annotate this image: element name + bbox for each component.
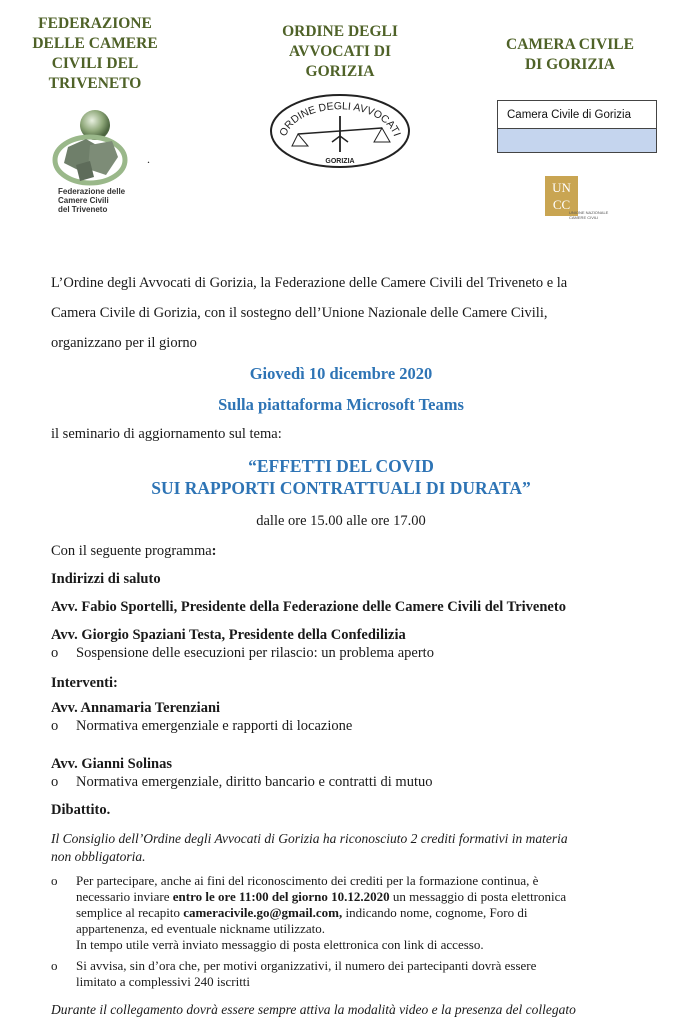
contact-email: cameracivile.go@gmail.com, bbox=[183, 905, 343, 920]
scales-seal-icon bbox=[268, 92, 412, 170]
uncc-caption: CAMERE CIVILI bbox=[569, 215, 599, 220]
topic-solinas: o Normativa emergenziale, diritto bancario e contratti di mutuo bbox=[51, 774, 433, 790]
event-platform: Sulla piattaforma Microsoft Teams bbox=[218, 395, 464, 414]
info-limit: o Si avvisa, sin d’ora che, per motivi organizzativi, il numero dei partecipanti dovrà essere limitato a complessivi 240 iscritti bbox=[51, 958, 537, 989]
uncc-logo bbox=[545, 176, 609, 226]
federazione-logo bbox=[50, 105, 150, 223]
camera-civile-box-fill bbox=[498, 128, 656, 152]
speaker-terenziani: Avv. Annamaria Terenziani bbox=[51, 700, 221, 716]
ordine-seal-city: GORIZIA bbox=[325, 158, 355, 165]
bullet-icon: o bbox=[51, 718, 59, 734]
federazione-title: FEDERAZIONE DELLE CAMERE CIVILI DEL TRIVENETO bbox=[32, 15, 158, 92]
uncc-emblem-top: UN bbox=[552, 180, 571, 195]
topic-terenziani: o Normativa emergenziale e rapporti di locazione bbox=[51, 718, 353, 734]
info-participation: o Per partecipare, anche ai fini del riconoscimento dei crediti per la formazione continua, è necessario inviare entro le ore 11:00 del giorno 10.12.2020 un messaggio di posta elettronica semplice al recapito cameracivile.go@gmail.com, indicando nome, cognome, Foro di appartenenza, ed eventuale nickname utilizzato. In tempo utile verrà inviato messaggio di posta elettronica con link di accesso. bbox=[51, 873, 567, 952]
interventi-heading: Interventi: bbox=[51, 675, 118, 691]
seminar-title: “EFFETTI DEL COVID SUI RAPPORTI CONTRATTUALI DI DURATA” bbox=[151, 456, 531, 498]
speaker-sportelli: Avv. Fabio Sportelli, Presidente della Federazione delle Camere Civili del Triveneto bbox=[51, 599, 566, 615]
camera-civile-title: CAMERA CIVILE DI GORIZIA bbox=[506, 36, 634, 73]
bullet-icon: o bbox=[51, 774, 59, 790]
speaker-spaziani: Avv. Giorgio Spaziani Testa, Presidente della Confedilizia bbox=[51, 627, 406, 643]
credits-note: Il Consiglio dell’Ordine degli Avvocati di Gorizia ha riconosciuto 2 crediti formativi in materia non obbligatoria. bbox=[51, 831, 568, 864]
dot-mark: . bbox=[147, 152, 150, 166]
bullet-icon: o bbox=[51, 873, 58, 888]
deadline: entro le ore 11:00 del giorno 10.12.2020 bbox=[172, 889, 390, 904]
camera-civile-box bbox=[497, 100, 657, 153]
dibattito-heading: Dibattito. bbox=[51, 802, 111, 818]
ordine-title: ORDINE DEGLI AVVOCATI DI GORIZIA bbox=[282, 23, 398, 80]
program-intro: Con il seguente programma: bbox=[51, 543, 217, 559]
intro-paragraph: L’Ordine degli Avvocati di Gorizia, la Federazione delle Camere Civili del Triveneto e la Camera Civile di Gorizia, con il sostegno dell’Unione Nazionale delle Camere Civili, organizzano per il giorno bbox=[51, 275, 568, 351]
bullet-icon: o bbox=[51, 645, 59, 661]
time-range: dalle ore 15.00 alle ore 17.00 bbox=[256, 513, 426, 529]
topic-spaziani: o Sospensione delle esecuzioni per rilascio: un problema aperto bbox=[51, 645, 434, 661]
federazione-logo-line: del Triveneto bbox=[58, 205, 108, 214]
ordine-logo bbox=[268, 92, 412, 170]
federazione-logo-line: Federazione delle bbox=[58, 187, 126, 196]
federazione-logo-line: Camere Civili bbox=[58, 196, 109, 205]
speaker-solinas: Avv. Gianni Solinas bbox=[51, 756, 173, 772]
closing-note: Durante il collegamento dovrà essere sempre attiva la modalità video e la presenza del collegato bbox=[51, 1002, 576, 1017]
seminar-intro: il seminario di aggiornamento sul tema: bbox=[51, 426, 282, 442]
event-date: Giovedì 10 dicembre 2020 bbox=[249, 364, 433, 383]
uncc-emblem-bottom: CC bbox=[552, 197, 571, 212]
saluti-heading: Indirizzi di saluto bbox=[51, 571, 161, 587]
uncc-caption: UNIONE NAZIONALE bbox=[569, 210, 609, 215]
bullet-icon: o bbox=[51, 958, 58, 973]
ordine-seal-arc-text: ORDINE DEGLI AVVOCATI bbox=[277, 100, 403, 139]
camera-civile-box-label: Camera Civile di Gorizia bbox=[498, 101, 656, 129]
